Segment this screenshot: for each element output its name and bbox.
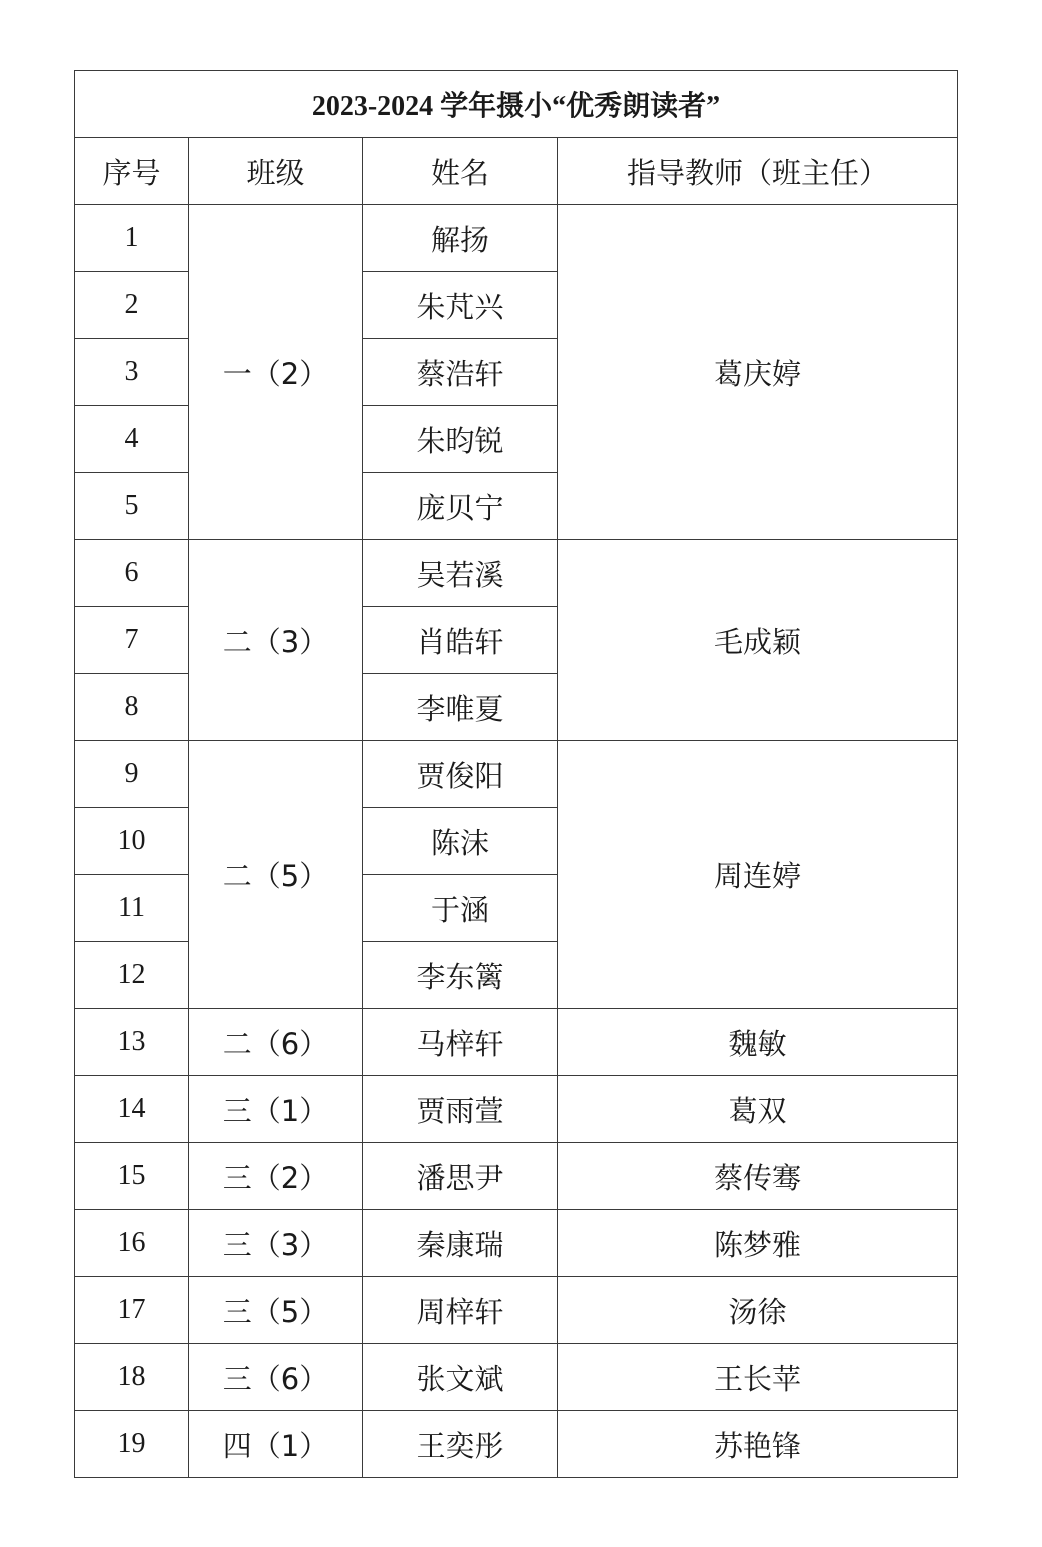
table-row [75,205,958,272]
row-index: 6 [75,540,189,607]
table-row [75,1210,958,1277]
student-name-cell: 朱芃兴 [363,272,558,339]
header-row [75,138,958,205]
class-cell: 三（3） [189,1210,363,1277]
teacher-cell: 毛成颖 [558,540,958,741]
student-name-cell: 张文斌 [363,1344,558,1411]
row-index: 10 [75,808,189,875]
row-index: 4 [75,406,189,473]
row-index: 14 [75,1076,189,1143]
teacher-cell: 陈梦雅 [558,1210,958,1277]
class-cell: 三（6） [189,1344,363,1411]
header-index: 序号 [75,138,189,205]
roster-body [75,205,958,1478]
student-name-cell: 蔡浩轩 [363,339,558,406]
row-index: 3 [75,339,189,406]
teacher-cell: 葛双 [558,1076,958,1143]
row-index: 11 [75,875,189,942]
teacher-cell: 蔡传骞 [558,1143,958,1210]
table-row [75,1009,958,1076]
student-name-cell: 吴若溪 [363,540,558,607]
row-index: 18 [75,1344,189,1411]
teacher-cell: 周连婷 [558,741,958,1009]
table-row [75,741,958,808]
row-index: 13 [75,1009,189,1076]
student-name-cell: 李唯夏 [363,674,558,741]
student-name-cell: 解扬 [363,205,558,272]
class-cell: 二（3） [189,540,363,741]
row-index: 1 [75,205,189,272]
reader-roster-table [74,70,958,1478]
class-cell: 三（1） [189,1076,363,1143]
row-index: 7 [75,607,189,674]
table-row [75,1411,958,1478]
teacher-cell: 王长苹 [558,1344,958,1411]
table-row [75,1076,958,1143]
header-class: 班级 [189,138,363,205]
table-row [75,1277,958,1344]
student-name-cell: 陈沫 [363,808,558,875]
title-row [75,71,958,138]
table-row [75,1143,958,1210]
class-cell: 二（6） [189,1009,363,1076]
row-index: 8 [75,674,189,741]
class-cell: 四（1） [189,1411,363,1478]
student-name-cell: 贾雨萱 [363,1076,558,1143]
row-index: 19 [75,1411,189,1478]
teacher-cell: 葛庆婷 [558,205,958,540]
table-row [75,540,958,607]
student-name-cell: 朱昀锐 [363,406,558,473]
header-teacher: 指导教师（班主任） [558,138,958,205]
roster-sheet [74,70,958,1478]
row-index: 15 [75,1143,189,1210]
table-row [75,1344,958,1411]
student-name-cell: 马梓轩 [363,1009,558,1076]
student-name-cell: 秦康瑞 [363,1210,558,1277]
row-index: 5 [75,473,189,540]
header-name: 姓名 [363,138,558,205]
teacher-cell: 魏敏 [558,1009,958,1076]
class-cell: 一（2） [189,205,363,540]
student-name-cell: 周梓轩 [363,1277,558,1344]
student-name-cell: 于涵 [363,875,558,942]
row-index: 2 [75,272,189,339]
student-name-cell: 庞贝宁 [363,473,558,540]
student-name-cell: 王奕彤 [363,1411,558,1478]
class-cell: 三（2） [189,1143,363,1210]
row-index: 16 [75,1210,189,1277]
student-name-cell: 潘思尹 [363,1143,558,1210]
student-name-cell: 肖皓轩 [363,607,558,674]
row-index: 17 [75,1277,189,1344]
teacher-cell: 汤徐 [558,1277,958,1344]
student-name-cell: 贾俊阳 [363,741,558,808]
class-cell: 三（5） [189,1277,363,1344]
row-index: 12 [75,942,189,1009]
teacher-cell: 苏艳锋 [558,1411,958,1478]
table-title: 2023-2024 学年摄小“优秀朗读者” [75,71,958,138]
student-name-cell: 李东篱 [363,942,558,1009]
row-index: 9 [75,741,189,808]
class-cell: 二（5） [189,741,363,1009]
